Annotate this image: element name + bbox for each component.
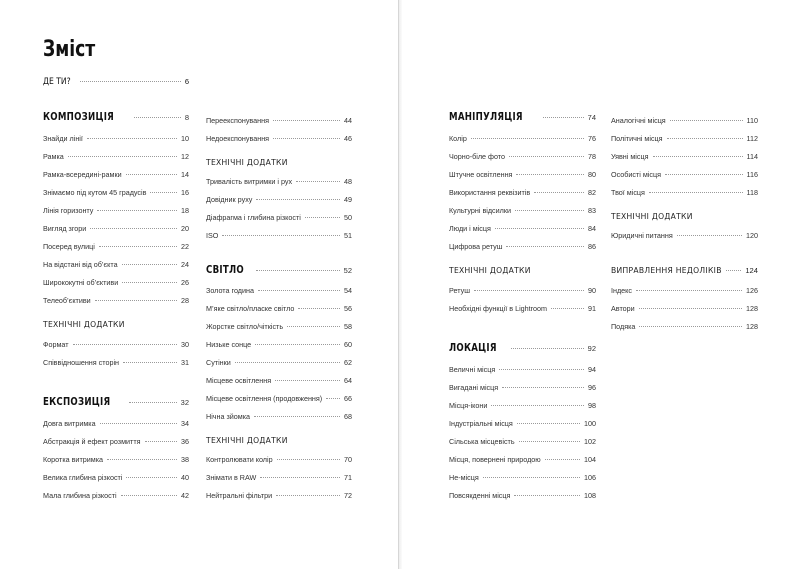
entry-label: Не-місця — [449, 473, 479, 482]
dot-leader — [509, 156, 584, 157]
entry-label: Контролювати колір — [206, 455, 273, 464]
page-number: 94 — [588, 365, 596, 374]
toc-entry[interactable] — [43, 473, 189, 482]
page-number: 34 — [181, 419, 189, 428]
page-number: 124 — [745, 266, 758, 275]
left-column-2 — [206, 0, 352, 569]
toc-entry[interactable] — [206, 116, 352, 125]
entry-label: Колір — [449, 134, 467, 143]
page-number: 102 — [584, 437, 596, 446]
page-number: 20 — [181, 224, 189, 233]
page-number: 68 — [344, 412, 352, 421]
page-number: 40 — [181, 473, 189, 482]
page-number: 70 — [344, 455, 352, 464]
subheading-technical-addenda: ТЕХНІЧНІ ДОДАТКИ — [449, 266, 531, 275]
page-number: 14 — [181, 170, 189, 179]
dot-leader — [145, 441, 177, 442]
dot-leader — [122, 264, 177, 265]
dot-leader — [511, 348, 583, 349]
toc-entry[interactable] — [611, 188, 758, 197]
page-number: 18 — [181, 206, 189, 215]
page-number: 84 — [588, 224, 596, 233]
toc-entry[interactable] — [43, 152, 189, 161]
page-number: 91 — [588, 304, 596, 313]
entry-label: Вигадані місця — [449, 383, 499, 392]
entry-label: Особисті місця — [611, 170, 662, 179]
toc-entry[interactable] — [449, 383, 596, 392]
dot-leader — [545, 459, 580, 460]
dot-leader — [639, 308, 742, 309]
dot-leader — [305, 217, 340, 218]
page-number: 74 — [587, 113, 596, 122]
page-number: 12 — [181, 152, 189, 161]
toc-entry[interactable] — [611, 322, 758, 331]
right-column-2 — [611, 0, 758, 569]
entry-label: Сільська місцевість — [449, 437, 515, 446]
toc-entry-intro[interactable] — [43, 77, 189, 87]
page-number: 51 — [344, 231, 352, 240]
toc-entry[interactable] — [206, 322, 352, 331]
toc-entry[interactable] — [43, 260, 189, 269]
dot-leader — [87, 138, 177, 139]
toc-entry[interactable] — [449, 304, 596, 313]
dot-leader — [97, 210, 177, 211]
subheading-technical-addenda: ТЕХНІЧНІ ДОДАТКИ — [43, 320, 125, 329]
toc-entry[interactable] — [43, 340, 189, 349]
page-number: 104 — [584, 455, 596, 464]
subheading-technical-addenda: ТЕХНІЧНІ ДОДАТКИ — [611, 212, 693, 221]
page-number: 114 — [746, 152, 758, 161]
page-number: 106 — [584, 473, 596, 482]
page-number: 126 — [746, 286, 758, 295]
entry-label: СВІТЛО — [206, 264, 244, 276]
dot-leader — [519, 441, 580, 442]
page-number: 30 — [181, 340, 189, 349]
dot-leader — [665, 174, 743, 175]
page-number: 8 — [184, 113, 189, 122]
entry-label: ДЕ ТИ? — [43, 77, 71, 87]
dot-leader — [273, 138, 340, 139]
toc-entry[interactable] — [611, 286, 758, 295]
page-number: 76 — [588, 134, 596, 143]
toc-entry[interactable] — [206, 412, 352, 421]
toc-entry[interactable] — [206, 473, 352, 482]
toc-entry[interactable] — [611, 116, 758, 125]
page-number: 26 — [181, 278, 189, 287]
entry-label: ЕКСПОЗИЦІЯ — [43, 396, 111, 408]
dot-leader — [90, 228, 177, 229]
dot-leader — [107, 459, 177, 460]
page-number: 92 — [587, 344, 596, 353]
dot-leader — [499, 369, 584, 370]
page-number: 82 — [588, 188, 596, 197]
left-column-1 — [43, 0, 189, 569]
page-number: 24 — [181, 260, 189, 269]
dot-leader — [256, 270, 339, 271]
toc-entry[interactable] — [449, 152, 596, 161]
dot-leader — [636, 290, 742, 291]
page-number: 71 — [344, 473, 352, 482]
dot-leader — [80, 81, 181, 82]
entry-label: Місця, повернені природою — [449, 455, 541, 464]
dot-leader — [517, 423, 580, 424]
toc-entry[interactable] — [43, 491, 189, 500]
dot-leader — [258, 290, 340, 291]
page-number: 98 — [588, 401, 596, 410]
toc-entry[interactable] — [206, 394, 352, 403]
dot-leader — [126, 174, 177, 175]
entry-label: ISO — [206, 231, 219, 240]
toc-entry[interactable] — [449, 242, 596, 251]
page-number: 90 — [588, 286, 596, 295]
entry-label: Люди і місця — [449, 224, 491, 233]
entry-label: Посеред вулиці — [43, 242, 95, 251]
entry-label: Коротка витримка — [43, 455, 103, 464]
entry-label: Індекс — [611, 286, 632, 295]
entry-label: Величні місця — [449, 365, 496, 374]
entry-label: Індустріальні місця — [449, 419, 513, 428]
toc-entry[interactable] — [449, 188, 596, 197]
toc-entry[interactable] — [43, 419, 189, 428]
entry-label: КОМПОЗИЦІЯ — [43, 111, 115, 123]
subheading-technical-addenda: ТЕХНІЧНІ ДОДАТКИ — [206, 158, 288, 167]
page-number: 96 — [588, 383, 596, 392]
section-heading-manipulation[interactable] — [449, 111, 596, 123]
page-number: 128 — [746, 322, 758, 331]
toc-entry[interactable] — [611, 304, 758, 313]
dot-leader — [122, 282, 177, 283]
dot-leader — [298, 308, 340, 309]
dot-leader — [260, 477, 340, 478]
dot-leader — [129, 402, 177, 403]
toc-entry[interactable] — [43, 278, 189, 287]
dot-leader — [483, 477, 580, 478]
entry-label: Довга витримка — [43, 419, 96, 428]
entry-label: МАНІПУЛЯЦІЯ — [449, 111, 523, 123]
toc-entry[interactable] — [43, 134, 189, 143]
section-heading-exposure[interactable] — [43, 396, 189, 408]
page-number: 116 — [746, 170, 758, 179]
entry-label: Місцеве освітлення — [206, 376, 272, 385]
toc-entry[interactable] — [43, 170, 189, 179]
entry-label: Телеоб’єктиви — [43, 296, 91, 305]
toc-entry[interactable] — [43, 358, 189, 367]
page-number: 42 — [181, 491, 189, 500]
entry-label: Штучне освітлення — [449, 170, 513, 179]
page-number: 49 — [344, 195, 352, 204]
dot-leader — [667, 138, 743, 139]
entry-label: Абстракція й ефект розмиття — [43, 437, 141, 446]
entry-label: Нічна зйомка — [206, 412, 251, 421]
toc-entry[interactable] — [206, 213, 352, 222]
page-number: 80 — [588, 170, 596, 179]
entry-label: Твої місця — [611, 188, 645, 197]
dot-leader — [276, 495, 340, 496]
page-number: 44 — [344, 116, 352, 125]
toc-entry[interactable] — [206, 376, 352, 385]
dot-leader — [670, 120, 743, 121]
dot-leader — [491, 405, 584, 406]
toc-entry[interactable] — [206, 231, 352, 240]
page-number: 66 — [344, 394, 352, 403]
entry-label: Знімаємо під кутом 45 градусів — [43, 188, 147, 197]
entry-label: Місцеве освітлення (продовження) — [206, 394, 323, 403]
entry-label: Рамка-всередині-рамки — [43, 170, 122, 179]
page-number: 64 — [344, 376, 352, 385]
toc-entry[interactable] — [449, 419, 596, 428]
dot-leader — [254, 416, 340, 417]
entry-label: Діафрагма і глибина різкості — [206, 213, 301, 222]
entry-label: Знайди лінії — [43, 134, 83, 143]
right-page — [402, 0, 800, 569]
page-number: 120 — [746, 231, 758, 240]
page-number: 48 — [344, 177, 352, 186]
page-number: 60 — [344, 340, 352, 349]
subheading-technical-addenda: ТЕХНІЧНІ ДОДАТКИ — [206, 436, 288, 445]
entry-label: Ширококутні об’єктиви — [43, 278, 119, 287]
page-number: 50 — [344, 213, 352, 222]
toc-entry[interactable] — [206, 304, 352, 313]
entry-label: Автори — [611, 304, 635, 313]
page-number: 28 — [181, 296, 189, 305]
dot-leader — [255, 344, 340, 345]
dot-leader — [100, 423, 177, 424]
entry-label: Уявні місця — [611, 152, 649, 161]
dot-leader — [273, 120, 340, 121]
toc-entry[interactable] — [449, 224, 596, 233]
page-number: 78 — [588, 152, 596, 161]
toc-entry[interactable] — [611, 170, 758, 179]
dot-leader — [123, 362, 177, 363]
toc-entry[interactable] — [449, 401, 596, 410]
toc-entry[interactable] — [611, 134, 758, 143]
dot-leader — [551, 308, 584, 309]
page-number: 46 — [344, 134, 352, 143]
toc-entry[interactable] — [449, 365, 596, 374]
page-number: 22 — [181, 242, 189, 251]
toc-entry[interactable] — [206, 195, 352, 204]
entry-label: Довідник руху — [206, 195, 253, 204]
dot-leader — [514, 495, 580, 496]
entry-label: Подяка — [611, 322, 636, 331]
dot-leader — [543, 117, 584, 118]
entry-label: Переекспонування — [206, 116, 269, 125]
entry-label: Співвідношення сторін — [43, 358, 120, 367]
page-number: 10 — [181, 134, 189, 143]
entry-label: Золота година — [206, 286, 254, 295]
toc-entry[interactable] — [449, 170, 596, 179]
entry-label: Формат — [43, 340, 69, 349]
entry-label: Лінія горизонту — [43, 206, 94, 215]
dot-leader — [516, 174, 584, 175]
dot-leader — [126, 477, 177, 478]
page-number: 128 — [746, 304, 758, 313]
entry-label: Вигляд згори — [43, 224, 87, 233]
dot-leader — [222, 235, 340, 236]
dot-leader — [506, 246, 584, 247]
entry-label: Культурні відсилки — [449, 206, 512, 215]
entry-label: Необхідні функції в Lightroom — [449, 304, 548, 313]
entry-label: Тривалість витримки і рух — [206, 177, 293, 186]
toc-entry[interactable] — [43, 224, 189, 233]
page-number: 38 — [181, 455, 189, 464]
toc-entry[interactable] — [43, 437, 189, 446]
entry-label: Політичні місця — [611, 134, 663, 143]
dot-leader — [150, 192, 177, 193]
toc-entry[interactable] — [206, 358, 352, 367]
entry-label: Ретуш — [449, 286, 470, 295]
entry-label: Аналогічні місця — [611, 116, 666, 125]
page-title: Зміст — [43, 37, 96, 62]
entry-label: ВИПРАВЛЕННЯ НЕДОЛІКІВ — [611, 266, 722, 275]
toc-entry[interactable] — [449, 134, 596, 143]
dot-leader — [326, 398, 340, 399]
page-number: 86 — [588, 242, 596, 251]
dot-leader — [534, 192, 584, 193]
page-number: 110 — [746, 116, 758, 125]
section-heading-composition[interactable] — [43, 111, 189, 123]
dot-leader — [68, 156, 177, 157]
page-number: 6 — [184, 77, 189, 86]
toc-entry[interactable] — [206, 455, 352, 464]
toc-entry[interactable] — [206, 340, 352, 349]
toc-entry[interactable] — [449, 286, 596, 295]
dot-leader — [256, 199, 340, 200]
toc-entry[interactable] — [611, 231, 758, 240]
page-number: 83 — [588, 206, 596, 215]
toc-entry[interactable] — [449, 491, 596, 500]
dot-leader — [726, 270, 742, 271]
toc-entry[interactable] — [206, 177, 352, 186]
page-number: 52 — [343, 266, 352, 275]
toc-entry[interactable] — [43, 188, 189, 197]
entry-label: Цифрова ретуш — [449, 242, 503, 251]
toc-entry[interactable] — [449, 206, 596, 215]
page-number: 100 — [584, 419, 596, 428]
entry-label: Сутінки — [206, 358, 231, 367]
dot-leader — [99, 246, 177, 247]
page-number: 32 — [180, 398, 189, 407]
section-heading-light[interactable] — [206, 264, 352, 276]
page-number: 36 — [181, 437, 189, 446]
entry-label: Жорстке світло/чіткість — [206, 322, 284, 331]
toc-entry[interactable] — [206, 134, 352, 143]
entry-label: Низьке сонце — [206, 340, 252, 349]
toc-entry[interactable] — [449, 473, 596, 482]
dot-leader — [495, 228, 584, 229]
dot-leader — [277, 459, 340, 460]
dot-leader — [296, 181, 340, 182]
entry-label: М’яке світло/пласке світло — [206, 304, 295, 313]
dot-leader — [474, 290, 584, 291]
dot-leader — [73, 344, 177, 345]
entry-label: Недоекспонування — [206, 134, 270, 143]
entry-label: Використання реквізитів — [449, 188, 531, 197]
toc-entry[interactable] — [449, 437, 596, 446]
toc-entry[interactable] — [43, 296, 189, 305]
dot-leader — [515, 210, 584, 211]
dot-leader — [677, 235, 742, 236]
left-page — [0, 0, 398, 569]
dot-leader — [95, 300, 177, 301]
toc-entry[interactable] — [206, 286, 352, 295]
dot-leader — [653, 156, 743, 157]
dot-leader — [649, 192, 743, 193]
section-heading-corrections[interactable] — [611, 266, 758, 275]
page-number: 62 — [344, 358, 352, 367]
dot-leader — [235, 362, 340, 363]
page-number: 72 — [344, 491, 352, 500]
page-number: 56 — [344, 304, 352, 313]
section-heading-location[interactable] — [449, 342, 596, 354]
toc-entry[interactable] — [449, 455, 596, 464]
dot-leader — [287, 326, 340, 327]
right-column-1 — [449, 0, 596, 569]
entry-label: На відстані від об’єкта — [43, 260, 118, 269]
page-number: 31 — [181, 358, 189, 367]
page-number: 58 — [344, 322, 352, 331]
page-number: 112 — [746, 134, 758, 143]
toc-entry[interactable] — [43, 242, 189, 251]
entry-label: Повсякденні місця — [449, 491, 511, 500]
page-number: 108 — [584, 491, 596, 500]
entry-label: Чорно-біле фото — [449, 152, 506, 161]
dot-leader — [121, 495, 177, 496]
entry-label: Мала глибина різкості — [43, 491, 117, 500]
toc-entry[interactable] — [43, 206, 189, 215]
page-number: 16 — [181, 188, 189, 197]
dot-leader — [471, 138, 584, 139]
dot-leader — [639, 326, 742, 327]
entry-label: Велика глибина різкості — [43, 473, 123, 482]
dot-leader — [275, 380, 340, 381]
entry-label: Юридичні питання — [611, 231, 673, 240]
toc-entry[interactable] — [611, 152, 758, 161]
entry-label: Місця-ікони — [449, 401, 488, 410]
toc-entry[interactable] — [206, 491, 352, 500]
dot-leader — [134, 117, 181, 118]
entry-label: Рамка — [43, 152, 64, 161]
entry-label: Знімати в RAW — [206, 473, 257, 482]
dot-leader — [502, 387, 584, 388]
toc-entry[interactable] — [43, 455, 189, 464]
entry-label: Нейтральні фільтри — [206, 491, 273, 500]
page-number: 118 — [746, 188, 758, 197]
page-number: 54 — [344, 286, 352, 295]
entry-label: ЛОКАЦІЯ — [449, 342, 497, 354]
